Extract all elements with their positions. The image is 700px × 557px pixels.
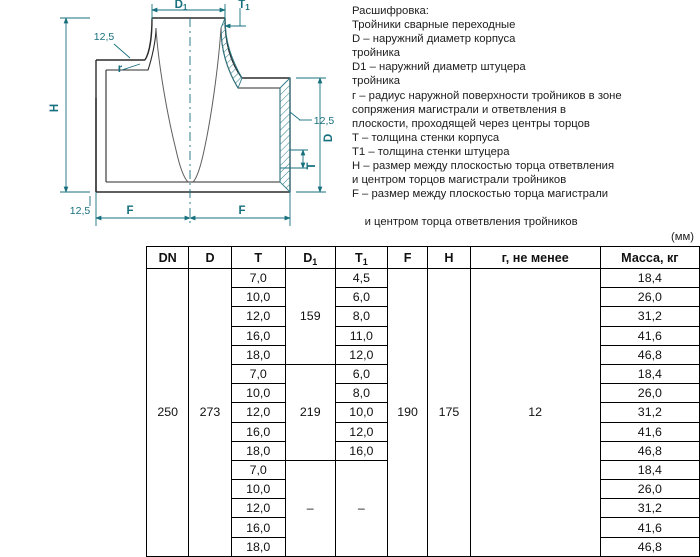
legend-line-3: D1 – наружний диаметр штуцера	[352, 61, 526, 74]
label-t: T	[306, 162, 318, 170]
cell-t1: 6,0	[335, 364, 387, 383]
label-f-right: F	[238, 205, 246, 217]
legend-block	[352, 4, 698, 258]
legend-line-1: D – наружний диаметр корпуса	[352, 33, 516, 46]
th-t1-text: T	[355, 250, 363, 265]
cell-t: 10,0	[231, 480, 285, 499]
cell-mass: 31,2	[600, 499, 699, 518]
th-t: T	[231, 247, 285, 269]
spec-table-wrapper	[146, 246, 700, 557]
th-d1-text: D	[303, 250, 313, 265]
table-header-row	[147, 247, 700, 269]
cell-mass: 41,6	[600, 422, 699, 441]
cell-mass: 31,2	[600, 307, 699, 326]
th-d1	[285, 247, 335, 269]
cell-mass: 18,4	[600, 364, 699, 383]
cell-mass: 46,8	[600, 345, 699, 364]
legend-heading: Расшифровка:	[352, 5, 429, 17]
label-angle-bottom-left: 12,5	[69, 205, 91, 217]
legend-line-11: и центром торцов магистрали тройников	[352, 174, 567, 187]
cell-t: 16,0	[231, 326, 285, 345]
cell-t: 12,0	[231, 307, 285, 326]
cell-t: 16,0	[231, 518, 285, 537]
cell-t1: 6,0	[335, 288, 387, 307]
legend-line-6: сопряжения магистрали и ответвления в	[352, 103, 567, 116]
cell-t1: 8,0	[335, 384, 387, 403]
th-dn: DN	[147, 247, 189, 269]
cell-r: 12	[470, 269, 600, 557]
cell-t: 7,0	[231, 269, 285, 288]
label-r: r	[117, 63, 123, 75]
cell-mass: 41,6	[600, 518, 699, 537]
label-d1: D1	[174, 0, 188, 12]
cell-mass: 18,4	[600, 269, 699, 288]
cell-t: 10,0	[231, 384, 285, 403]
legend-units: (мм)	[670, 230, 694, 243]
th-t1-sub: 1	[362, 256, 368, 267]
label-t1: T1	[238, 0, 250, 12]
legend-line-4: тройника	[352, 75, 401, 88]
cell-f: 190	[387, 269, 427, 557]
th-mass: Масса, кг	[600, 247, 699, 269]
wall-hatch-branch	[221, 18, 242, 88]
cell-t: 16,0	[231, 422, 285, 441]
legend-line-13: и центром торца ответвления тройников	[364, 216, 578, 229]
inner-transition-curve	[156, 28, 221, 182]
cell-mass: 31,2	[600, 403, 699, 422]
cell-d1: 219	[285, 364, 335, 460]
th-d: D	[189, 247, 231, 269]
legend-line-9: Т1 – толщина стенки штуцера	[352, 145, 510, 158]
cell-t1: –	[335, 460, 387, 556]
dimension-labels	[49, 0, 335, 217]
cell-mass: 26,0	[600, 384, 699, 403]
cell-h: 175	[428, 269, 470, 557]
table-body	[147, 269, 700, 557]
cell-d1: –	[285, 460, 335, 556]
cell-t: 18,0	[231, 441, 285, 460]
wall-hatch-right	[280, 78, 290, 192]
legend-line-7: плоскости, проходящей через центры торцов	[352, 117, 590, 130]
cell-mass: 46,8	[600, 537, 699, 556]
cell-t1: 12,0	[335, 422, 387, 441]
label-angle-right: 12,5	[313, 115, 335, 127]
cell-d1: 159	[285, 269, 335, 365]
cell-t: 7,0	[231, 364, 285, 383]
cell-t1: 16,0	[335, 441, 387, 460]
cell-t: 18,0	[231, 537, 285, 556]
legend-line-10: Н – размер между плоскостью торца ответвления	[352, 160, 615, 173]
th-f: F	[387, 247, 427, 269]
cell-mass: 18,4	[600, 460, 699, 479]
th-t1	[335, 247, 387, 269]
cell-t: 12,0	[231, 403, 285, 422]
legend-line-8: Т – толщина стенки корпуса	[352, 131, 500, 144]
label-angle-top-left: 12,5	[93, 31, 115, 43]
th-d1-sub: 1	[312, 256, 318, 267]
cell-t: 18,0	[231, 345, 285, 364]
cell-t1: 8,0	[335, 307, 387, 326]
cell-dn: 250	[147, 269, 189, 557]
legend-line-12: F – размер между плоскостью торца магистрали	[352, 188, 609, 201]
tee-inner-bore	[106, 28, 280, 182]
cell-t1: 11,0	[335, 326, 387, 345]
label-f-left: F	[126, 205, 134, 217]
cell-mass: 26,0	[600, 480, 699, 499]
th-h: H	[428, 247, 470, 269]
cell-d: 273	[189, 269, 231, 557]
cell-mass: 46,8	[600, 441, 699, 460]
label-h: H	[49, 103, 61, 113]
cell-mass: 26,0	[600, 288, 699, 307]
spec-table	[146, 246, 700, 557]
label-d: D	[323, 133, 335, 143]
legend-line-5: г – радиус наружной поверхности тройников в зоне	[352, 89, 622, 102]
cell-t: 10,0	[231, 288, 285, 307]
table-row	[147, 269, 700, 288]
cell-mass: 41,6	[600, 326, 699, 345]
cell-t1: 12,0	[335, 345, 387, 364]
legend-line-0: Тройники сварные переходные	[352, 19, 516, 32]
tee-outline	[93, 18, 290, 192]
legend-line-2: тройника	[352, 47, 401, 60]
cell-t1: 10,0	[335, 403, 387, 422]
tee-fitting-drawing	[0, 0, 350, 240]
th-r: г, не менее	[470, 247, 600, 269]
cell-t1: 4,5	[335, 269, 387, 288]
cell-t: 7,0	[231, 460, 285, 479]
cell-t: 12,0	[231, 499, 285, 518]
